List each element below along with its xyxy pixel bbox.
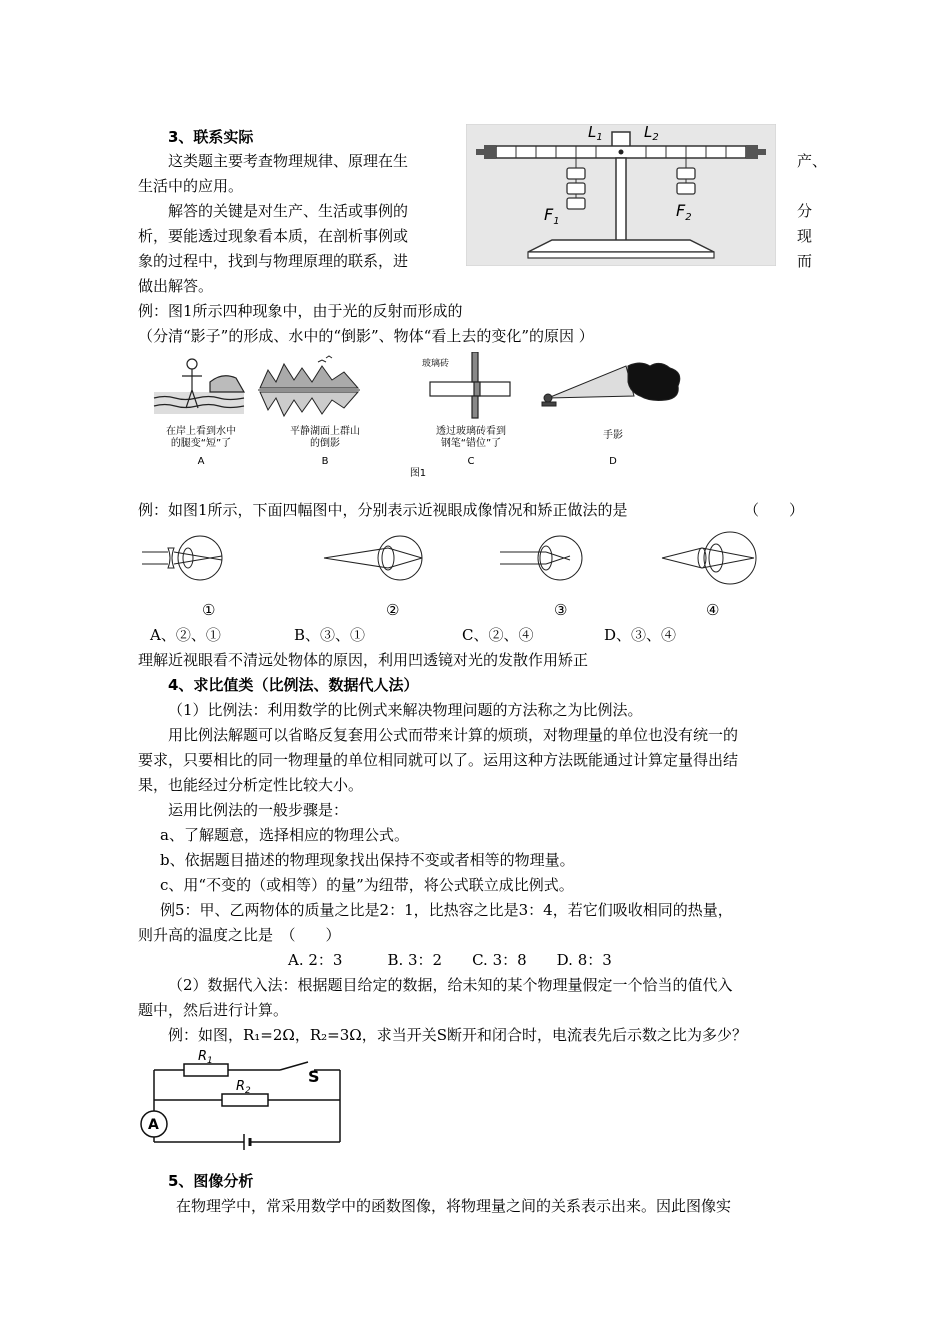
s3-para2-part5: 象的过程中，找到与物理原理的联系，进 xyxy=(138,252,409,270)
eye-diagrams xyxy=(138,528,768,594)
label-r2: $R_2$ xyxy=(236,1079,251,1096)
caption-b-line2: 的倒影 xyxy=(310,438,340,449)
caption-c-line2: 钢笔“错位”了 xyxy=(440,438,502,449)
example5-options: A. 2：3 B. 3：2 C. 3：8 D. 8：3 xyxy=(288,951,612,969)
option-a: A、②、① xyxy=(150,626,221,644)
s4-para4-line2: 题中，然后进行计算。 xyxy=(138,1001,289,1019)
figure1-illustrations xyxy=(150,352,690,424)
caption-b-line1: 平静湖面上群山 xyxy=(290,426,360,437)
label-r1: $R_1$ xyxy=(198,1049,213,1066)
s3-para2-part3: 析，要能透过现象看本质，在剖析事例或 xyxy=(138,227,409,245)
step-b: b、依据题目描述的物理现象找出保持不变或者相等的物理量。 xyxy=(160,851,575,869)
label-switch: S xyxy=(308,1067,320,1086)
s3-para1-part1: 这类题主要考查物理规律、原理在生 xyxy=(168,152,409,170)
caption-c-letter: C xyxy=(467,456,475,467)
figure1b-mountains-reflection xyxy=(258,356,360,416)
section-4-heading: 4、求比值类（比例法、数据代人法） xyxy=(168,676,419,694)
label-ammeter: A xyxy=(148,1117,159,1133)
svg-text:玻璃砖: 玻璃砖 xyxy=(422,359,450,369)
diagram-number-2: ② xyxy=(386,601,400,619)
option-d: D、③、④ xyxy=(604,626,677,644)
s3-para2-part2: 分 xyxy=(797,202,813,220)
caption-d-letter: D xyxy=(609,456,617,467)
label-f2: $F_2$ xyxy=(676,201,692,223)
s4-para2-line2: 要求，只要相比的同一物理量的单位相同就可以了。运用这种方法既能通过计算定量得出结 xyxy=(138,751,739,769)
s4-para2-line1: 用比例法解题可以省略反复套用公式而带来计算的烦琐，对物理量的单位也没有统一的 xyxy=(168,726,739,744)
caption-b-letter: B xyxy=(321,456,329,467)
figure1-label: 图1 xyxy=(409,468,427,479)
figure1c-glass-brick-pen xyxy=(422,352,510,418)
s4-para2-line3: 果，也能经过分析定性比较大小。 xyxy=(138,776,364,794)
eye-diagram-4 xyxy=(662,532,756,584)
s3-para1-part2: 产、 xyxy=(797,152,828,170)
s3-para1-part3: 生活中的应用。 xyxy=(138,177,244,195)
s3-para2-part7: 做出解答。 xyxy=(138,277,214,295)
section-5-heading: 5、图像分析 xyxy=(168,1172,254,1190)
caption-a-line1: 在岸上看到水中 xyxy=(166,426,236,437)
caption-d-line1: 手影 xyxy=(603,430,623,441)
s3-para2-part6: 而 xyxy=(797,252,813,270)
s3-para2-part4: 现 xyxy=(797,227,813,245)
s4-para3: 运用比例法的一般步骤是： xyxy=(168,801,349,819)
eye-diagram-2 xyxy=(324,536,422,580)
eye-diagram-3 xyxy=(500,536,582,580)
example2-note: 理解近视眼看不清远处物体的原因，利用凹透镜对光的发散作用矫正 xyxy=(138,651,589,669)
example1-hint: （分清“影子”的形成、水中的“倒影”、物体“看上去的变化”的原因 ） xyxy=(138,327,594,345)
diagram-number-1: ① xyxy=(202,601,216,619)
step-a: a、了解题意，选择相应的物理公式。 xyxy=(160,826,409,844)
figure1a-person-in-water xyxy=(154,359,244,414)
option-c: C、②、④ xyxy=(462,626,534,644)
label-f1: $F_1$ xyxy=(544,205,560,227)
diagram-number-3: ③ xyxy=(554,601,568,619)
example6-text: 例：如图，R₁=2Ω，R₂=3Ω，求当开关S断开和闭合时，电流表先后示数之比为多少？ xyxy=(168,1026,747,1044)
label-l1: $L_1$ xyxy=(588,124,603,143)
eye-diagram-1 xyxy=(142,536,222,580)
circuit-diagram xyxy=(132,1048,346,1152)
label-l2: $L_2$ xyxy=(644,124,659,143)
example5-line1: 例5：甲、乙两物体的质量之比是2：1，比热容之比是3：4，若它们吸收相同的热量， xyxy=(160,901,733,919)
example1-text: 例：图1所示四种现象中，由于光的反射而形成的 xyxy=(138,302,463,320)
lever-figure xyxy=(466,124,776,266)
s5-para1: 在物理学中，常采用数学中的函数图像，将物理量之间的关系表示出来。因此图像实 xyxy=(176,1197,732,1215)
example5-line2: 则升高的温度之比是 （ ） xyxy=(138,926,341,944)
s3-para2-part1: 解答的关键是对生产、生活或事例的 xyxy=(168,202,409,220)
caption-c-line1: 透过玻璃砖看到 xyxy=(436,426,506,437)
option-b: B、③、① xyxy=(294,626,366,644)
caption-a-line2: 的腿变“短”了 xyxy=(170,438,232,449)
resistor-r1 xyxy=(184,1064,228,1076)
s4-para1: （1）比例法：利用数学的比例式来解决物理问题的方法称之为比例法。 xyxy=(168,701,643,719)
example2-text: 例：如图1所示，下面四幅图中，分别表示近视眼成像情况和矫正做法的是 xyxy=(138,501,628,519)
diagram-number-4: ④ xyxy=(706,601,720,619)
caption-a-letter: A xyxy=(197,456,205,467)
example2-answer-paren: （ ） xyxy=(744,501,805,519)
figure1d-hand-shadow xyxy=(542,363,680,406)
step-c: c、用“不变的（或相等）的量”为纽带，将公式联立成比例式。 xyxy=(160,876,574,894)
section-3-heading: 3、联系实际 xyxy=(168,128,254,146)
s4-para4-line1: （2）数据代入法：根据题目给定的数据，给未知的某个物理量假定一个恰当的值代入 xyxy=(168,976,733,994)
switch-s xyxy=(280,1062,308,1070)
